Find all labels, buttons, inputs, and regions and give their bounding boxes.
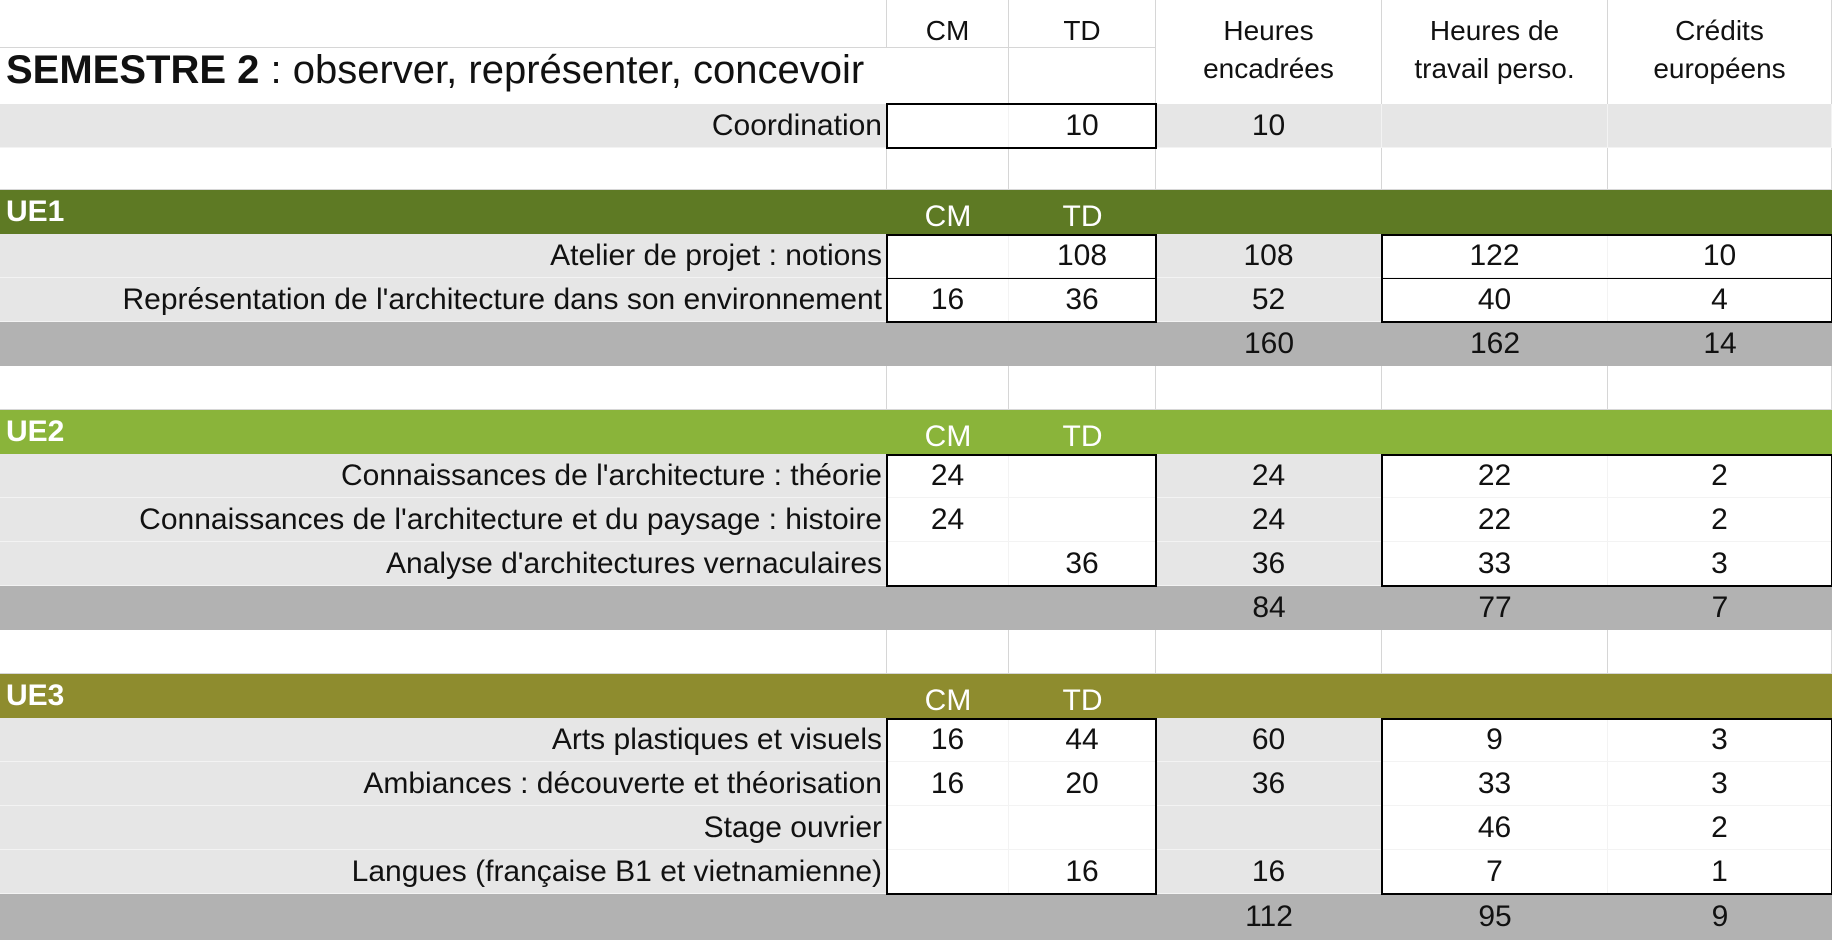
total-credits[interactable]: 14 [1703,327,1737,360]
ue3-row [0,806,1832,850]
spacer-cell[interactable] [1009,148,1156,190]
course-perso[interactable]: 22 [1382,454,1608,498]
total-perso[interactable]: 95 [1478,900,1512,933]
course-cm[interactable]: 16 [887,762,1009,806]
spacer-cell[interactable] [1382,366,1608,410]
ue1-name[interactable]: UE1 [6,195,65,228]
course-cm[interactable]: 16 [887,278,1009,322]
course-label[interactable]: Stage ouvrier [0,806,887,850]
coordination-label[interactable]: Coordination [0,104,887,148]
coordination-row [0,104,1832,148]
ue3-row [0,718,1832,762]
course-cm[interactable]: 24 [887,498,1009,542]
ue2-row [0,454,1832,498]
course-perso[interactable]: 22 [1382,498,1608,542]
total-credits[interactable]: 9 [1711,900,1729,933]
course-cm[interactable]: 16 [887,718,1009,762]
course-heures[interactable]: 36 [1156,542,1382,586]
col-header-cm[interactable]: CM [887,0,1009,48]
course-credits[interactable]: 1 [1608,850,1832,894]
course-cm[interactable]: 24 [887,454,1009,498]
col-header-perso-line2: travail perso. [1414,53,1575,84]
course-credits[interactable]: 2 [1608,498,1832,542]
course-perso[interactable]: 122 [1382,234,1608,278]
course-cm[interactable] [887,542,1009,586]
course-heures[interactable]: 52 [1156,278,1382,322]
ue1-header-row [0,190,1832,234]
title-subtitle: : observer, représenter, concevoir [259,48,865,92]
spacer-cell[interactable] [1382,148,1608,190]
ue1-row [0,234,1832,278]
total-heures[interactable]: 160 [1243,327,1295,360]
course-label[interactable]: Arts plastiques et visuels [0,718,887,762]
course-perso[interactable]: 33 [1382,762,1608,806]
ue3-name[interactable]: UE3 [6,679,65,712]
course-heures[interactable]: 108 [1156,234,1382,278]
course-td[interactable] [1009,498,1156,542]
course-label[interactable]: Ambiances : découverte et théorisation [0,762,887,806]
course-cm[interactable] [887,850,1009,894]
course-credits[interactable]: 10 [1608,234,1832,278]
course-td[interactable] [1009,454,1156,498]
course-label[interactable]: Langues (française B1 et vietnamienne) [0,850,887,894]
spacer-cell[interactable] [887,630,1009,674]
ue3-total-row [0,894,1832,940]
course-credits[interactable]: 3 [1608,762,1832,806]
col-header-credits-line1: Crédits [1675,15,1764,46]
course-credits[interactable]: 3 [1608,718,1832,762]
title-row-td-cell[interactable] [1009,48,1156,104]
ue1-td-label: TD [1062,200,1103,233]
coordination-td[interactable]: 10 [1009,104,1156,148]
course-td[interactable] [1009,806,1156,850]
ue3-header-row [0,674,1832,718]
course-heures[interactable]: 60 [1156,718,1382,762]
course-perso[interactable]: 7 [1382,850,1608,894]
spacer-cell[interactable] [1009,366,1156,410]
title-row-cm-cell[interactable] [887,48,1009,104]
course-heures[interactable]: 24 [1156,498,1382,542]
course-td[interactable]: 108 [1009,234,1156,278]
ue2-td-label: TD [1062,420,1103,453]
spacer-cell[interactable] [0,366,887,410]
ue1-cm-label: CM [924,200,972,233]
course-perso[interactable]: 33 [1382,542,1608,586]
course-credits[interactable]: 2 [1608,806,1832,850]
ue2-row [0,498,1832,542]
course-label[interactable]: Atelier de projet : notions [0,234,887,278]
coordination-cm[interactable] [887,104,1009,148]
spacer-cell[interactable] [1156,630,1382,674]
coordination-perso[interactable] [1382,104,1608,148]
course-td[interactable]: 36 [1009,542,1156,586]
title-semester: SEMESTRE 2 [6,48,260,92]
course-td[interactable]: 20 [1009,762,1156,806]
course-credits[interactable]: 3 [1608,542,1832,586]
spacer-cell[interactable] [887,366,1009,410]
course-label[interactable]: Analyse d'architectures vernaculaires [0,542,887,586]
col-header-heures-line1: Heures [1223,15,1314,46]
course-heures[interactable]: 24 [1156,454,1382,498]
course-cm[interactable] [887,234,1009,278]
course-perso[interactable]: 9 [1382,718,1608,762]
total-credits[interactable]: 7 [1711,591,1729,624]
col-header-perso-line1: Heures de [1429,15,1560,46]
spacer-cell[interactable] [0,630,887,674]
ue1-total-row [0,322,1832,366]
spacer-row [0,366,1832,410]
spacer-cell[interactable] [1156,366,1382,410]
ue2-name[interactable]: UE2 [6,415,65,448]
ue3-td-label: TD [1062,684,1103,717]
course-perso[interactable]: 46 [1382,806,1608,850]
course-td[interactable]: 44 [1009,718,1156,762]
spacer-cell[interactable] [1382,630,1608,674]
ue2-row [0,542,1832,586]
ue3-row [0,762,1832,806]
ue2-cm-label: CM [924,420,972,453]
header-blank-cell[interactable] [0,0,887,48]
col-header-heures-line2: encadrées [1203,53,1334,84]
course-label[interactable]: Représentation de l'architecture dans son environnement [0,278,887,322]
spacer-row [0,630,1832,674]
spacer-cell[interactable] [1009,630,1156,674]
spacer-cell[interactable] [1608,630,1832,674]
spacer-row [0,148,1832,190]
course-perso[interactable]: 40 [1382,278,1608,322]
spacer-cell[interactable] [1156,148,1382,190]
coordination-credits[interactable] [1608,104,1832,148]
course-heures[interactable]: 36 [1156,762,1382,806]
course-label[interactable]: Connaissances de l'architecture : théorie [0,454,887,498]
spacer-cell[interactable] [1608,148,1832,190]
ue3-cm-label: CM [924,684,972,717]
coordination-heures[interactable]: 10 [1156,104,1382,148]
ue1-row [0,278,1832,322]
course-heures[interactable]: 16 [1156,850,1382,894]
spacer-cell[interactable] [887,148,1009,190]
course-credits[interactable]: 4 [1608,278,1832,322]
ue2-total-row [0,586,1832,630]
col-header-td[interactable]: TD [1009,0,1156,48]
page-title [6,48,864,93]
course-td[interactable]: 36 [1009,278,1156,322]
ue2-header-row [0,410,1832,454]
spacer-cell[interactable] [0,148,887,190]
total-heures[interactable]: 84 [1252,591,1286,624]
course-td[interactable]: 16 [1009,850,1156,894]
course-cm[interactable] [887,806,1009,850]
course-credits[interactable]: 2 [1608,454,1832,498]
spacer-cell[interactable] [1608,366,1832,410]
course-label[interactable]: Connaissances de l'architecture et du paysage : histoire [0,498,887,542]
total-heures[interactable]: 112 [1245,900,1293,933]
course-heures[interactable] [1156,806,1382,850]
total-perso[interactable]: 162 [1469,327,1521,360]
col-header-credits-line2: européens [1653,53,1786,84]
total-perso[interactable]: 77 [1478,591,1512,624]
ue3-row [0,850,1832,894]
